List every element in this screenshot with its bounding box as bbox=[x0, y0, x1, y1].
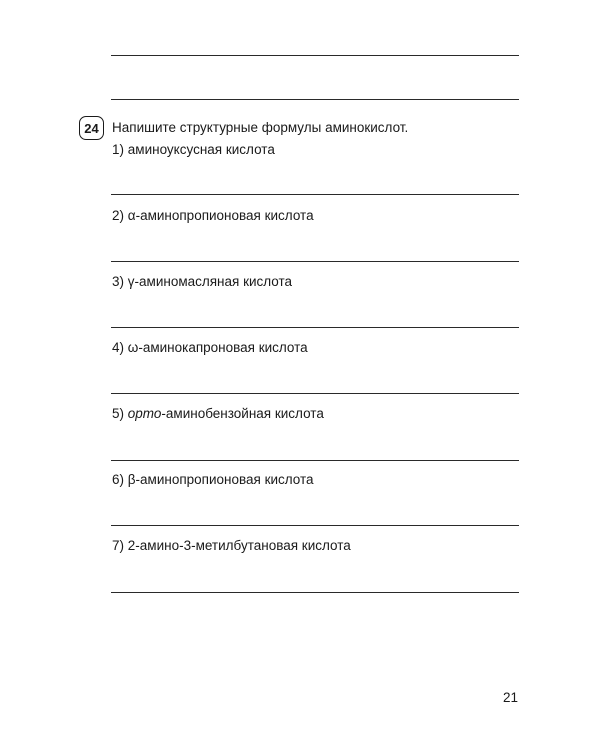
item-name: 2-амино-3-метилбутановая кислота bbox=[127, 538, 351, 553]
list-item bbox=[112, 472, 314, 487]
answer-line bbox=[111, 99, 519, 100]
item-name: -аминобензойная кислота bbox=[161, 406, 324, 421]
item-name: γ-аминомасляная кислота bbox=[127, 274, 293, 289]
answer-line bbox=[111, 194, 519, 195]
item-number: 1) bbox=[112, 142, 125, 157]
item-name: β-аминопропионовая кислота bbox=[127, 472, 314, 487]
answer-line bbox=[111, 55, 519, 56]
item-name: ω-аминокапроновая кислота bbox=[127, 340, 308, 355]
task-number-badge bbox=[79, 116, 104, 140]
item-number: 4) bbox=[112, 340, 125, 355]
item-name: α-аминопропионовая кислота bbox=[127, 208, 314, 223]
task-number: 24 bbox=[84, 120, 99, 136]
answer-line bbox=[111, 592, 519, 593]
list-item bbox=[112, 208, 314, 223]
list-item bbox=[112, 142, 275, 157]
answer-line bbox=[111, 327, 519, 328]
item-number: 3) bbox=[112, 274, 125, 289]
page-number: 21 bbox=[503, 690, 519, 705]
list-item bbox=[112, 538, 351, 553]
list-item bbox=[112, 340, 308, 355]
item-name: аминоуксусная кислота bbox=[127, 142, 275, 157]
item-number: 5) bbox=[112, 406, 125, 421]
list-item bbox=[112, 274, 292, 289]
answer-line bbox=[111, 261, 519, 262]
item-number: 7) bbox=[112, 538, 125, 553]
item-number: 6) bbox=[112, 472, 125, 487]
item-number: 2) bbox=[112, 208, 125, 223]
answer-line bbox=[111, 393, 519, 394]
answer-line bbox=[111, 525, 519, 526]
item-prefix-ortho: орто bbox=[127, 406, 162, 421]
answer-line bbox=[111, 460, 519, 461]
task-title: Напишите структурные формулы аминокислот. bbox=[112, 120, 409, 135]
list-item bbox=[112, 406, 324, 421]
